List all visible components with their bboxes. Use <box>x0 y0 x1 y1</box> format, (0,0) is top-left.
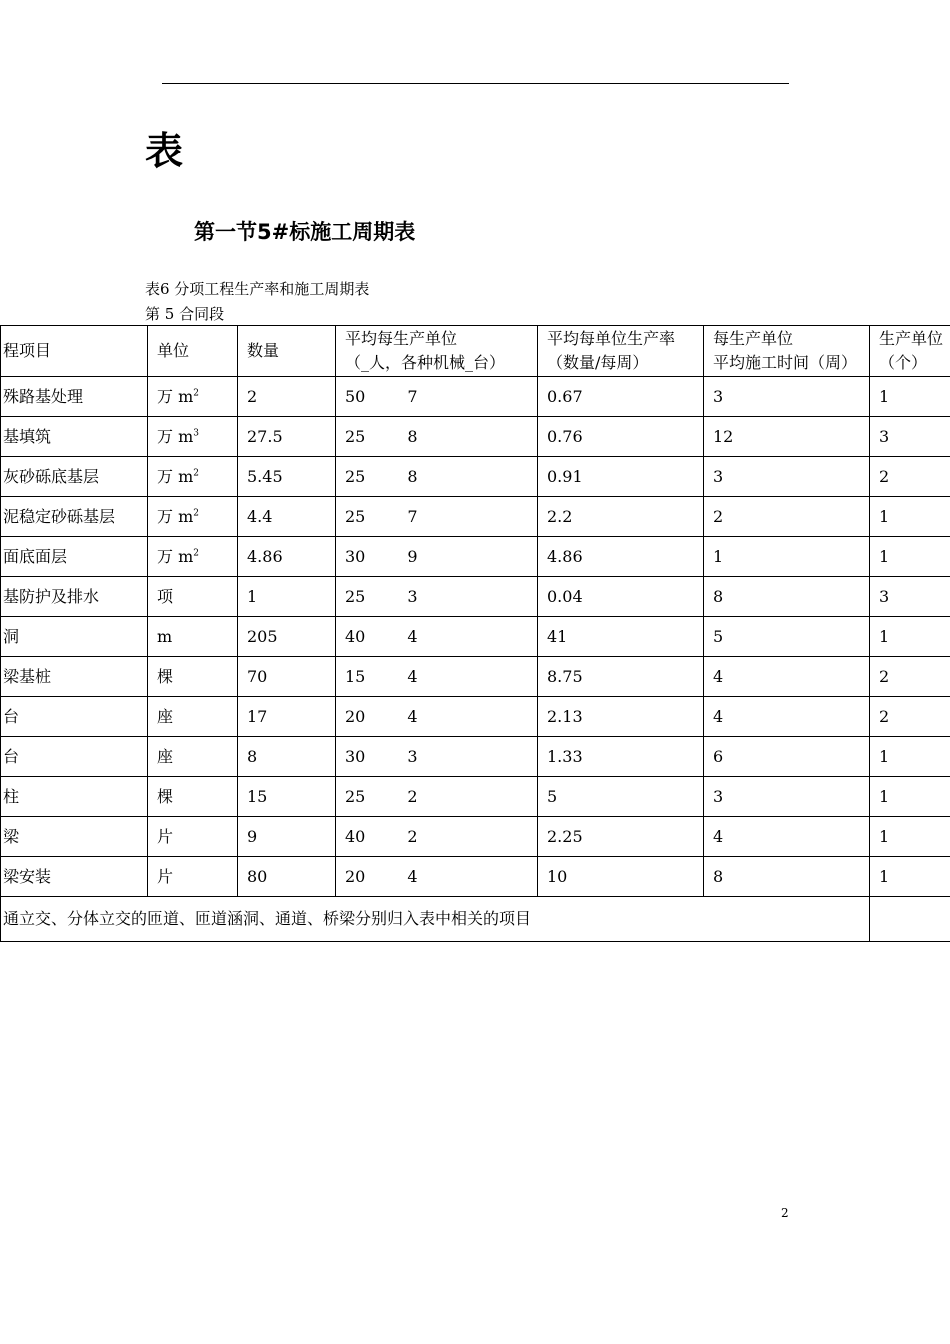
avg-machines: 3 <box>407 586 418 606</box>
avg-machines: 4 <box>407 626 418 646</box>
cell-item: 洞 <box>1 617 148 657</box>
table-header-row <box>1 326 950 377</box>
table-row <box>1 817 950 857</box>
cell-quantity: 4.86 <box>238 537 336 577</box>
cell-units: 3 <box>870 417 950 457</box>
cell-quantity: 1 <box>238 577 336 617</box>
cell-unit <box>148 617 238 657</box>
unit-base: 座 <box>157 746 174 766</box>
cell-item: 基填筑 <box>1 417 148 457</box>
header-line-1: 生产单位 <box>879 329 944 348</box>
avg-persons: 30 <box>345 746 366 766</box>
unit-base: 片 <box>157 866 174 886</box>
cell-item: 灰砂砾底基层 <box>1 457 148 497</box>
cell-unit <box>148 377 238 417</box>
cell-unit <box>148 817 238 857</box>
unit-base: 万 m <box>157 506 194 526</box>
table-row <box>1 737 950 777</box>
avg-persons: 15 <box>345 666 366 686</box>
cell-unit <box>148 737 238 777</box>
avg-persons: 25 <box>345 466 366 486</box>
avg-machines: 7 <box>407 506 418 526</box>
cell-unit <box>148 497 238 537</box>
cell-unit <box>148 457 238 497</box>
section-title: 第一节5#标施工周期表 <box>194 220 416 244</box>
cell-time: 2 <box>704 497 870 537</box>
header-cell-time <box>704 326 870 377</box>
cell-units: 1 <box>870 777 950 817</box>
unit-base: 棵 <box>157 786 174 806</box>
cell-rate: 4.86 <box>538 537 704 577</box>
cell-units: 1 <box>870 617 950 657</box>
header-line-2: （个） <box>879 353 928 372</box>
table-note-row <box>1 897 950 942</box>
table-caption: 表6 分项工程生产率和施工周期表 <box>145 280 370 298</box>
cell-item: 基防护及排水 <box>1 577 148 617</box>
cell-avg-per-unit <box>336 697 538 737</box>
header-line-1: 程项目 <box>3 341 52 360</box>
cell-time: 6 <box>704 737 870 777</box>
cell-quantity: 80 <box>238 857 336 897</box>
cell-quantity: 9 <box>238 817 336 857</box>
unit-base: 万 m <box>157 466 194 486</box>
table-row <box>1 657 950 697</box>
table-row <box>1 577 950 617</box>
header-rule <box>162 83 789 84</box>
cell-rate: 0.67 <box>538 377 704 417</box>
cell-item: 梁 <box>1 817 148 857</box>
cell-units: 1 <box>870 817 950 857</box>
cell-avg-per-unit <box>336 857 538 897</box>
cell-rate: 2.2 <box>538 497 704 537</box>
cell-units: 2 <box>870 697 950 737</box>
header-cell-rate <box>538 326 704 377</box>
cell-item: 梁安装 <box>1 857 148 897</box>
cell-quantity: 4.4 <box>238 497 336 537</box>
avg-machines: 2 <box>407 826 418 846</box>
cell-units: 1 <box>870 377 950 417</box>
avg-persons: 40 <box>345 626 366 646</box>
cell-quantity: 70 <box>238 657 336 697</box>
cell-rate: 5 <box>538 777 704 817</box>
cell-avg-per-unit <box>336 617 538 657</box>
cell-avg-per-unit <box>336 777 538 817</box>
header-line-2: （_人，各种机械_台） <box>345 353 506 372</box>
header-cell-unit <box>148 326 238 377</box>
cell-time: 4 <box>704 657 870 697</box>
avg-persons: 40 <box>345 826 366 846</box>
table-row <box>1 857 950 897</box>
cell-units: 1 <box>870 497 950 537</box>
cell-item: 殊路基处理 <box>1 377 148 417</box>
header-line-1: 每生产单位 <box>713 329 794 348</box>
avg-persons: 25 <box>345 786 366 806</box>
cell-unit <box>148 657 238 697</box>
cell-rate: 41 <box>538 617 704 657</box>
cell-avg-per-unit <box>336 817 538 857</box>
table-body <box>1 326 950 942</box>
cell-quantity: 15 <box>238 777 336 817</box>
cell-units: 1 <box>870 537 950 577</box>
table-row <box>1 697 950 737</box>
table-note-empty-cell <box>870 897 950 942</box>
header-cell-avg <box>336 326 538 377</box>
avg-machines: 9 <box>407 546 418 566</box>
cell-time: 3 <box>704 377 870 417</box>
cell-time: 8 <box>704 857 870 897</box>
cell-avg-per-unit <box>336 537 538 577</box>
avg-persons: 30 <box>345 546 366 566</box>
cell-quantity: 27.5 <box>238 417 336 457</box>
avg-persons: 25 <box>345 506 366 526</box>
cell-units: 2 <box>870 657 950 697</box>
cell-time: 5 <box>704 617 870 657</box>
table-row <box>1 417 950 457</box>
cell-rate: 8.75 <box>538 657 704 697</box>
table-row <box>1 457 950 497</box>
header-cell-qty <box>238 326 336 377</box>
page-number: 2 <box>781 1206 789 1220</box>
header-line-2: （数量/每周） <box>547 353 649 372</box>
cell-quantity: 205 <box>238 617 336 657</box>
avg-machines: 4 <box>407 866 418 886</box>
unit-exponent: 3 <box>193 428 199 439</box>
cell-time: 4 <box>704 697 870 737</box>
unit-base: 项 <box>157 586 174 606</box>
avg-machines: 8 <box>407 426 418 446</box>
cell-avg-per-unit <box>336 497 538 537</box>
cell-item: 面底面层 <box>1 537 148 577</box>
table-row <box>1 377 950 417</box>
production-cycle-table <box>0 325 950 942</box>
header-line-1: 平均每单位生产率 <box>547 329 676 348</box>
cell-rate: 2.25 <box>538 817 704 857</box>
cell-avg-per-unit <box>336 737 538 777</box>
unit-base: 片 <box>157 826 174 846</box>
cell-avg-per-unit <box>336 457 538 497</box>
cell-rate: 10 <box>538 857 704 897</box>
cell-quantity: 17 <box>238 697 336 737</box>
cell-unit <box>148 577 238 617</box>
cell-time: 12 <box>704 417 870 457</box>
unit-exponent: 2 <box>193 548 199 559</box>
cell-rate: 0.91 <box>538 457 704 497</box>
cell-item: 台 <box>1 737 148 777</box>
table-subcaption: 第 5 合同段 <box>145 305 225 323</box>
cell-rate: 1.33 <box>538 737 704 777</box>
avg-persons: 25 <box>345 586 366 606</box>
cell-time: 4 <box>704 817 870 857</box>
cell-item: 柱 <box>1 777 148 817</box>
cell-unit <box>148 857 238 897</box>
avg-persons: 20 <box>345 866 366 886</box>
table-row <box>1 497 950 537</box>
cell-item: 泥稳定砂砾基层 <box>1 497 148 537</box>
unit-base: 棵 <box>157 666 174 686</box>
avg-machines: 4 <box>407 706 418 726</box>
unit-base: m <box>157 626 173 646</box>
cell-quantity: 5.45 <box>238 457 336 497</box>
table-row <box>1 617 950 657</box>
cell-rate: 0.76 <box>538 417 704 457</box>
cell-units: 2 <box>870 457 950 497</box>
cell-unit <box>148 777 238 817</box>
table-row <box>1 537 950 577</box>
cell-time: 1 <box>704 537 870 577</box>
unit-base: 万 m <box>157 426 194 446</box>
header-line-1: 单位 <box>157 341 190 360</box>
table-row <box>1 777 950 817</box>
cell-rate: 2.13 <box>538 697 704 737</box>
cell-avg-per-unit <box>336 417 538 457</box>
avg-machines: 4 <box>407 666 418 686</box>
table-note: 通立交、分体立交的匝道、匝道涵洞、通道、桥梁分别归入表中相关的项目 <box>1 897 870 942</box>
header-cell-units <box>870 326 950 377</box>
cell-avg-per-unit <box>336 377 538 417</box>
cell-unit <box>148 537 238 577</box>
header-line-1: 平均每生产单位 <box>345 329 458 348</box>
avg-machines: 2 <box>407 786 418 806</box>
unit-base: 万 m <box>157 546 194 566</box>
cell-rate: 0.04 <box>538 577 704 617</box>
avg-persons: 20 <box>345 706 366 726</box>
big-heading-char: 表 <box>145 129 184 173</box>
avg-persons: 50 <box>345 386 366 406</box>
header-cell-item <box>1 326 148 377</box>
cell-quantity: 8 <box>238 737 336 777</box>
cell-item: 台 <box>1 697 148 737</box>
header-line-1: 数量 <box>247 341 280 360</box>
cell-unit <box>148 697 238 737</box>
unit-base: 万 m <box>157 386 194 406</box>
cell-units: 3 <box>870 577 950 617</box>
avg-machines: 8 <box>407 466 418 486</box>
cell-item: 梁基桩 <box>1 657 148 697</box>
avg-machines: 3 <box>407 746 418 766</box>
cell-time: 3 <box>704 777 870 817</box>
avg-machines: 7 <box>407 386 418 406</box>
cell-unit <box>148 417 238 457</box>
avg-persons: 25 <box>345 426 366 446</box>
unit-exponent: 2 <box>193 508 199 519</box>
cell-time: 3 <box>704 457 870 497</box>
cell-avg-per-unit <box>336 657 538 697</box>
cell-units: 1 <box>870 857 950 897</box>
unit-exponent: 2 <box>193 468 199 479</box>
cell-units: 1 <box>870 737 950 777</box>
header-line-2: 平均施工时间（周） <box>713 353 858 372</box>
cell-quantity: 2 <box>238 377 336 417</box>
unit-exponent: 2 <box>193 388 199 399</box>
unit-base: 座 <box>157 706 174 726</box>
cell-time: 8 <box>704 577 870 617</box>
cell-avg-per-unit <box>336 577 538 617</box>
